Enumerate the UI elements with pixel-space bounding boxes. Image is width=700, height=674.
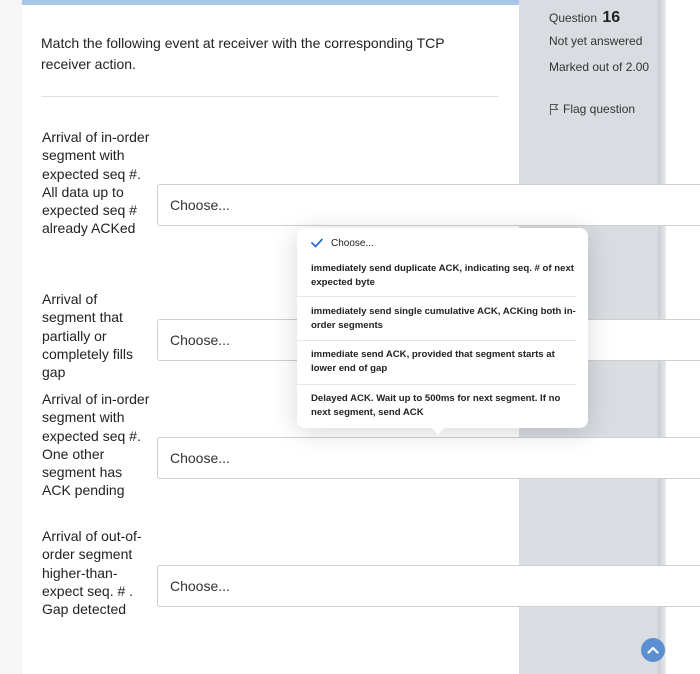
scroll-to-top-button[interactable] (641, 638, 665, 662)
flag-question-label: Flag question (563, 102, 636, 116)
event-label-2: Arrival of segment that partially or completely fills gap (42, 291, 134, 381)
chevron-up-icon (647, 646, 659, 654)
dropdown-option-3[interactable]: immediate send ACK, provided that segment starts at lower end of gap (311, 349, 555, 374)
answer-select-4[interactable] (157, 565, 700, 607)
dropdown-separator (297, 384, 576, 385)
answer-select-3-value: Choose... (170, 450, 230, 466)
question-number: 16 (602, 9, 621, 26)
flag-question-link[interactable] (549, 102, 635, 116)
event-label-3: Arrival of in-order segment with expected seq #. One other segment has ACK pending (42, 391, 150, 499)
answer-status: Not yet answered (549, 34, 643, 48)
question-label: Question 16 (549, 9, 621, 26)
marked-out-of: Marked out of 2.00 (549, 60, 650, 74)
dropdown-option-4[interactable]: Delayed ACK. Wait up to 500ms for next segment. If no next segment, send ACK (311, 393, 561, 418)
flag-icon (549, 103, 559, 115)
dropdown-option-choose[interactable] (311, 228, 374, 258)
check-icon (311, 238, 323, 248)
answer-select-1-value: Choose... (170, 197, 230, 213)
answer-select-1[interactable] (157, 184, 700, 226)
answer-select-4-value: Choose... (170, 578, 230, 594)
question-text: Match the following event at receiver with the corresponding TCP receiver action. (41, 35, 445, 72)
dropdown-separator (297, 340, 576, 341)
question-divider (41, 96, 499, 97)
dropdown-pointer (430, 426, 446, 436)
top-accent-bar (22, 0, 520, 5)
answer-select-3[interactable] (157, 437, 700, 479)
answer-dropdown-menu (297, 228, 588, 428)
event-label-1: Arrival of in-order segment with expected seq #. All data up to expected seq # already ACKed (42, 129, 150, 237)
dropdown-option-2[interactable]: immediately send single cumulative ACK, ACKing both in-order segments (311, 306, 576, 331)
dropdown-selected-label: Choose... (331, 237, 374, 249)
dropdown-separator (297, 296, 576, 297)
event-label-4: Arrival of out-of-order segment higher-than-expect seq. # . Gap detected (42, 528, 142, 618)
dropdown-option-1[interactable]: immediately send duplicate ACK, indicating seq. # of next expected byte (311, 263, 574, 288)
answer-select-2-value: Choose... (170, 332, 230, 348)
